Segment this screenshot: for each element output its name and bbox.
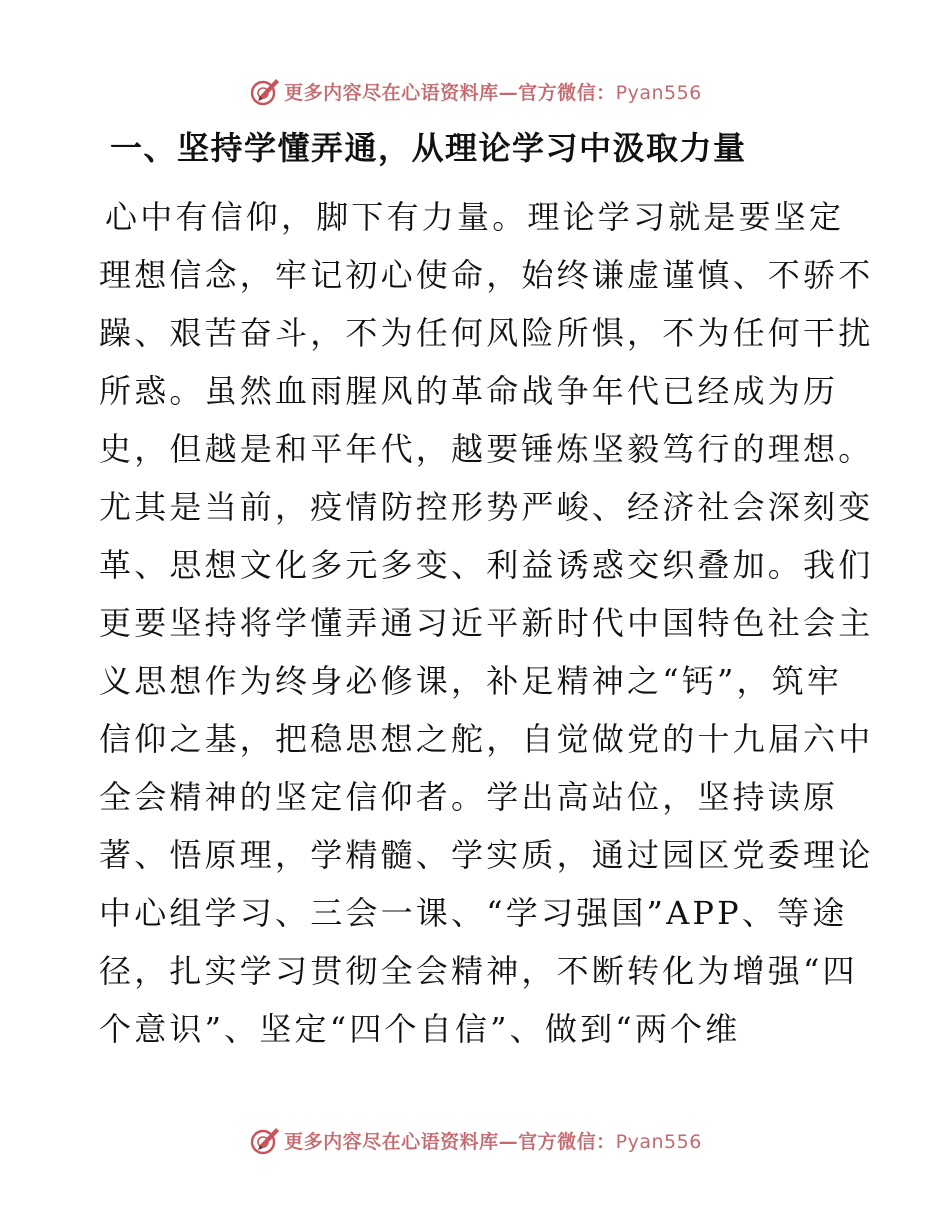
paragraph-line: 史，但越是和平年代，越要锤炼坚毅笃行的理想。 <box>99 430 874 468</box>
watermark-text: 更多内容尽在心语资料库—官方微信： <box>284 1130 616 1153</box>
paragraph-line: 躁、艰苦奋斗，不为任何风险所惧，不为任何干扰 <box>99 314 874 352</box>
pen-logo-icon <box>248 1123 282 1157</box>
paragraph-line: 中心组学习、三会一课、“学习强国”APP、等途 <box>99 894 848 932</box>
paragraph-line: 个意识”、坚定“四个自信”、做到“两个维 <box>99 1010 741 1048</box>
paragraph-line: 心中有信仰，脚下有力量。理论学习就是要坚定 <box>105 198 845 236</box>
paragraph-line: 尤其是当前，疫情防控形势严峻、经济社会深刻变 <box>99 488 874 526</box>
section-heading: 一、坚持学懂弄通，从理论学习中汲取力量 <box>110 129 747 167</box>
paragraph-line: 所惑。虽然血雨腥风的革命战争年代已经成为历 <box>99 372 839 410</box>
watermark-banner-bottom <box>0 1120 950 1160</box>
paragraph-line: 理想信念，牢记初心使命，始终谦虚谨慎、不骄不 <box>99 256 874 294</box>
paragraph-line: 更要坚持将学懂弄通习近平新时代中国特色社会主 <box>99 604 874 642</box>
watermark-id: Pyan556 <box>615 81 702 104</box>
paragraph-line: 革、思想文化多元多变、利益诱惑交织叠加。我们 <box>99 546 874 584</box>
body-paragraph <box>99 188 879 1058</box>
pen-logo-icon <box>248 74 282 108</box>
paragraph-line: 全会精神的坚定信仰者。学出高站位，坚持读原 <box>99 778 839 816</box>
paragraph-line: 径，扎实学习贯彻全会精神，不断转化为增强“四 <box>99 952 858 990</box>
watermark-text: 更多内容尽在心语资料库—官方微信： <box>284 81 616 104</box>
paragraph-line: 信仰之基，把稳思想之舵，自觉做党的十九届六中 <box>99 720 874 758</box>
watermark-banner-top <box>0 71 950 111</box>
paragraph-line: 著、悟原理，学精髓、学实质，通过园区党委理论 <box>99 836 874 874</box>
paragraph-line: 义思想作为终身必修课，补足精神之“钙”，筑牢 <box>99 662 843 700</box>
watermark-id: Pyan556 <box>615 1130 702 1153</box>
